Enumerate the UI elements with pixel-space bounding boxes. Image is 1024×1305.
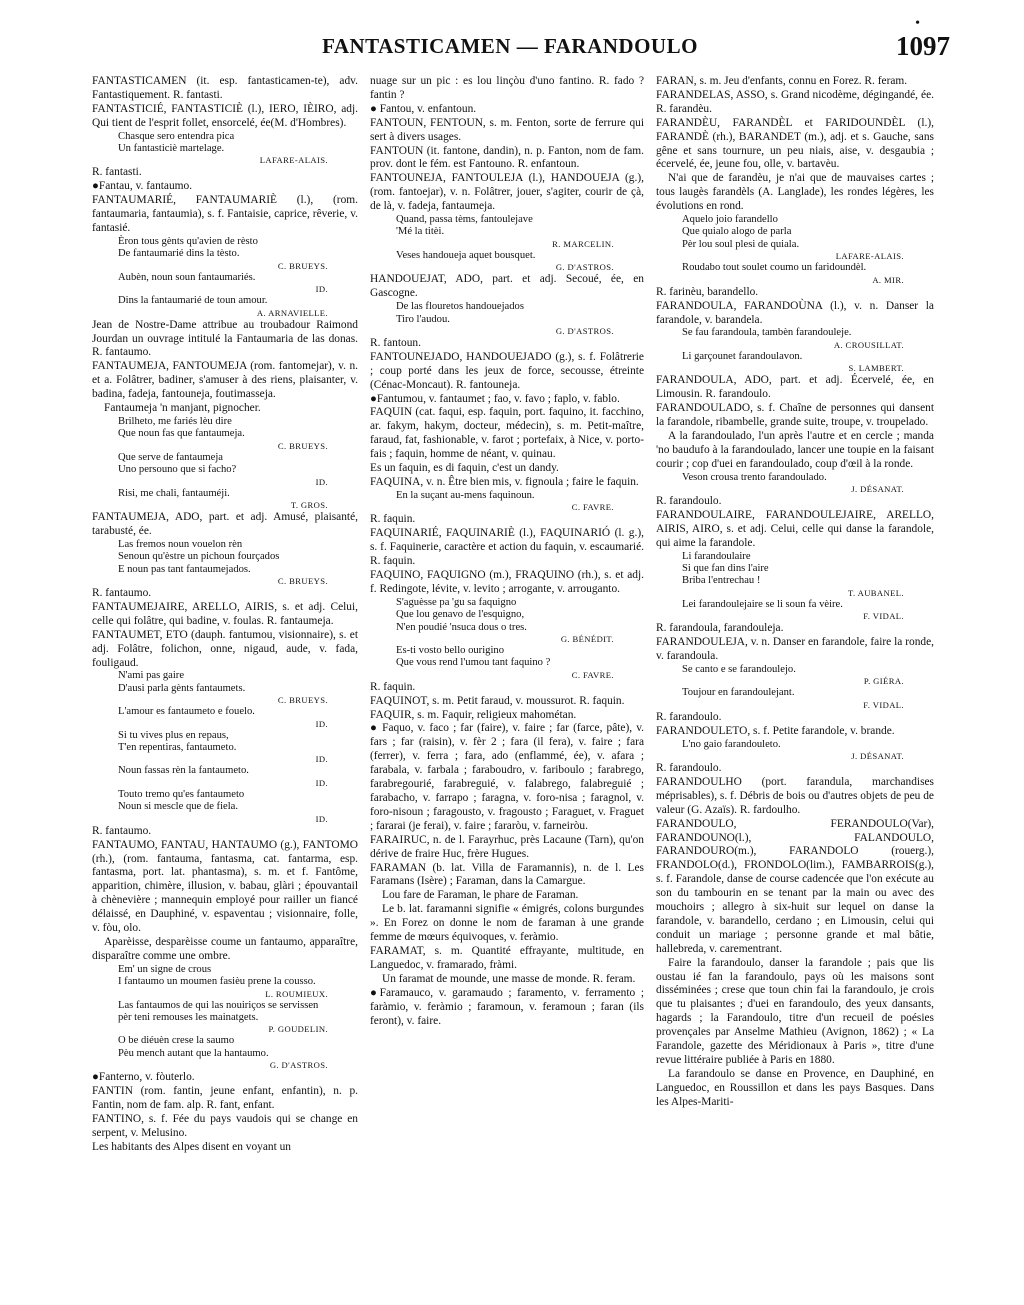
verse-line: Touto tremo qu'es fantaumeto	[118, 788, 245, 800]
verse-line: Un fantasticiè martelage.	[118, 143, 225, 155]
verse-line: L'no gaio farandouleto.	[682, 738, 781, 750]
verse-line: D'ausi parla gènts fantaumets.	[118, 682, 246, 694]
verse-line: 'Mé la titèi.	[396, 226, 445, 238]
dictionary-entry: HANDOUEJAT, ADO, part. et adj. Secoué, ée, en Gascogne.	[370, 273, 644, 300]
dictionary-entry: FAQUINA, v. n. Être bien mis, v. fignoula ; faire le faquin.	[370, 475, 639, 488]
dictionary-entry: R. farandoula, farandouleja.	[656, 622, 784, 635]
verse-line: O be diéuèn crese la saumo	[118, 1035, 235, 1047]
verse-line: Quand, passa tèms, fantoulejave	[396, 214, 533, 226]
dictionary-entry: R. farandoulo.	[656, 494, 722, 507]
verse-line: En la suçant au-mens faquinoun.	[396, 489, 535, 501]
citation-author: J. DÉSANAT.	[851, 483, 904, 494]
citation-author: ID.	[315, 777, 328, 788]
verse-line: N'ami pas gaire	[118, 670, 185, 682]
dictionary-entry: FANTAUMO, FANTAU, HANTAUMO (g.), FANTOMO (rh.), (rom. fantauma, fantasma, cat. fantarma, esp. fantasma, port. lat. phantasma), s. m. et f. Fantôme, apparition, chimère, illusion, v. babau, glàri ; épouvantail à chènevière ; mannequin employé pour railler un fiancé délaissé, en Dauphiné, v. espaventau ; visionnaire, folle, v. fòu, olo.	[92, 838, 358, 935]
citation-author: A. MIR.	[872, 274, 904, 285]
dictionary-entry: FARAN, s. m. Jeu d'enfants, connu en Forez. R. feram.	[656, 75, 908, 87]
verse-line: Se fau farandoula, tambèn farandouleje.	[682, 327, 852, 339]
verse-line: Si que fan dins l'aire	[682, 563, 769, 574]
dictionary-entry: FAQUIR, s. m. Faquir, religieux mahométan.	[370, 708, 577, 721]
verse-line: Dins la fantaumarié de toun amour.	[118, 295, 268, 307]
verse-line: N'en poudié 'nsuca dous o tres.	[396, 621, 527, 633]
dictionary-entry: ●Faramauco, v. garamaudo ; faramento, v. ferramento ; faràmio, v. feràmio ; faramoun, v. feramoun ; faran (ils feront), v. faire.	[370, 986, 644, 1027]
dictionary-entry: FANTIN (rom. fantin, jeune enfant, enfantin), n. p. Fantin, nom de fam. alp. R. fant, enfant.	[92, 1085, 358, 1111]
verse-line: Si tu vives plus en repaus,	[118, 729, 229, 741]
dictionary-entry: R. farandoulo.	[656, 761, 722, 774]
dictionary-entry: FANTAUMARIÉ, FANTAUMARIÈ (l.), (rom. fantaumaria, fantaumia), s. f. Fantaisie, caprice, rêverie, v. fantasié.	[92, 194, 358, 235]
citation-author: T. AUBANEL.	[847, 587, 904, 598]
page-number: 1097	[896, 31, 950, 61]
dictionary-entry: FANTAUMET, ETO (dauph. fantumou, visionnaire), s. et adj. Folâtre, folichon, onne, nigaud, aude, v. fada, fouligaud.	[92, 628, 358, 669]
page-mark: •	[915, 16, 920, 31]
verse-line: De fantaumarié dins la tèsto.	[118, 248, 240, 260]
verse-line: E noun pas tant fantaumejados.	[118, 563, 251, 575]
dictionary-entry: ●Fantumou, v. fantaumet ; fao, v. favo ; faplo, v. fablo.	[370, 392, 620, 405]
entry-note: Lou fare de Faraman, le phare de Faraman.	[382, 889, 579, 902]
dictionary-entry: FARANDOULA, ADO, part. et adj. Écervelé, ée, en Limousin. R. farandoulo.	[656, 374, 934, 401]
dictionary-entry: FANTAUMEJA, FANTOUMEJA (rom. fantomejar), v. n. et a. Folâtrer, badiner, s'amuser à des riens, plaisanter, v. badina, fadeja, fantouneja, foutimasseja.	[92, 360, 358, 401]
dictionary-entry: FAQUINARIÉ, FAQUINARIÈ (l.), FAQUINARIÓ (l. g.), s. f. Faquinerie, caractère et action du faquin, v. escaumarié. R. faquin.	[370, 527, 644, 567]
verse-line: Roudabo tout soulet coumo un faridoundèl.	[682, 262, 867, 274]
dictionary-entry: ● Fantou, v. enfantoun.	[370, 102, 477, 115]
dictionary-entry: ● Faquo, v. faco ; far (faire), v. faire ; far (farce, pâte), v. fars ; far (raisin), v. fèr 2 ; fara (il fera), v. faire ; fara (ferrer), v. ferra ; fara, ado (enflammé, ée), v. afara ; farabala, v. farbala ; faraboudro, v. fariboulo ; farabrego, farabregourié, farabreguié, v. falabrego, falabreguié ; farabacho, v. farrapo ; faragna, v. foro-nisa ; faragnol, v. foro-nisoun ; faragousto, v. fragousto ; Faraguet, v. Fraguet ; fararai (je ferai), v. faire ; fararòu, v. farneiròu.	[370, 722, 644, 832]
verse-line: pèr teni remouses les mainatgets.	[118, 1011, 259, 1023]
verse-line: Briba l'entrechau !	[682, 575, 761, 587]
verse-line: Noun fassas rèn la fantaumeto.	[118, 765, 249, 777]
dictionary-entry: FARANDOULEJA, v. n. Danser en farandole, faire la ronde, v. farandoula.	[656, 636, 934, 663]
verse-line: Se canto e se farandoulejo.	[682, 663, 796, 675]
citation-author: F. VIDAL.	[863, 699, 904, 710]
verse-line: Senoun qu'èstre un pichoun fourçados	[118, 551, 280, 563]
verse-line: Veson crousa trento farandoulado.	[682, 471, 827, 483]
entry-note: N'ai que de farandèu, je n'ai que de mauvaises cartes ; tous laugès farandèls (A. Langlade), les rondes légères, les évolutions en rond.	[656, 172, 934, 213]
dictionary-entry: FANTAUMEJAIRE, ARELLO, AIRIS, s. et adj. Celui, celle qui folâtre, qui badine, v. foulas. R. fantaumeja.	[92, 600, 358, 627]
dictionary-entry: FANTASTICAMEN (it. esp. fantasticamen-te), adv. Fantastiquement. R. fantasti.	[92, 75, 358, 101]
citation-author: ID.	[315, 284, 328, 295]
dictionary-entry: R. fantaumo.	[92, 824, 152, 837]
citation-author: S. LAMBERT.	[848, 363, 904, 374]
citation-author: P. GIÉRA.	[863, 676, 904, 687]
dictionary-entry: Les habitants des Alpes disent en voyant un	[92, 1140, 291, 1153]
dictionary-entry: FANTAUMEJA, ADO, part. et adj. Amusé, plaisanté, tarabusté, ée.	[92, 510, 358, 537]
citation-author: A. ARNAVIELLE.	[256, 307, 328, 318]
dictionary-entry: ●Fanterno, v. fòuterlo.	[92, 1071, 195, 1084]
citation-author: C. BRUEYS.	[277, 260, 328, 271]
verse-line: Toujour en farandoulejant.	[682, 687, 795, 699]
verse-line: Li farandoulaire	[682, 550, 751, 562]
page-header	[70, 16, 950, 64]
citation-author: G. D'ASTROS.	[555, 325, 614, 336]
citation-author: J. DÉSANAT.	[851, 750, 904, 761]
citation-author: G. D'ASTROS.	[269, 1060, 328, 1071]
citation-author: C. FAVRE.	[571, 502, 614, 513]
entry-note: Le b. lat. faramanni signifie « émigrés, colons burgundes ». En Forez on donne le nom de faraman à une grande femme de mœurs équivoques, v. feràmio.	[370, 903, 644, 944]
citation-author: LAFARE-ALAIS.	[835, 251, 904, 262]
verse-line: Es-ti vosto bello ourigino	[396, 644, 504, 656]
verse-line: Chasque sero entendra pica	[118, 130, 235, 142]
entry-note: A la farandoulado, l'un après l'autre et en cercle ; manda 'no baudufo à la farandoulado, lancer une toupie en la faisant courir ; cop d'uei en farandoulado, coup d'œil à la ronde.	[656, 429, 934, 470]
entry-note: Un faramat de mounde, une masse de monde. R. feram.	[382, 972, 636, 985]
column-1	[92, 75, 358, 1295]
dictionary-entry: FARANDOULA, FARANDOÙNA (l.), v. n. Danser la farandole, v. barandela.	[656, 299, 934, 326]
dictionary-entry: FANTASTICIÉ, FANTASTICIÈ (l.), IERO, IÈIRO, adj. Qui tient de l'esprit follet, ensorcelé, ée(M. d'Hombres).	[92, 102, 358, 129]
verse-line: Que vous rend l'umou tant faquino ?	[396, 657, 551, 669]
citation-author: A. CROUSILLAT.	[833, 339, 904, 350]
citation-author: ID.	[315, 754, 328, 765]
column-3	[656, 75, 934, 1295]
verse-line: Veses handoueja aquet bousquet.	[396, 249, 536, 261]
column-2	[370, 75, 644, 1295]
entry-note: La farandoulo se danse en Provence, en Dauphiné, en Languedoc, en Roussillon et dans les pays Basques. Dans les Alpes-Mariti-	[656, 1067, 934, 1108]
dictionary-entry: Es un faquin, es di faquin, c'est un dandy.	[370, 462, 559, 475]
verse-line: Lei farandoulejaire se li soun fa vèire.	[682, 598, 843, 610]
dictionary-entry: R. fantoun.	[370, 336, 421, 349]
dictionary-entry: R. faquin.	[370, 680, 416, 693]
verse-line: S'aguèsse pa 'gu sa faquigno	[396, 596, 517, 608]
verse-line: Que noun fas que fantaumeja.	[118, 428, 245, 440]
citation-author: L. ROUMIEUX.	[265, 988, 328, 999]
verse-line: Aquelo joio farandello	[682, 214, 778, 226]
verse-line: De las flouretos handouejados	[396, 301, 524, 313]
dictionary-entry: nuage sur un pic : es lou linçòu d'uno fantino. R. fado ? fantin ?	[370, 75, 644, 101]
dictionary-entry: FANTOUN (it. fantone, dandin), n. p. Fanton, nom de fam. prov. dont le fém. est Fantouno. R. enfantoun.	[370, 144, 644, 171]
verse-line: Tiro l'audou.	[396, 313, 450, 325]
dictionary-entry: FANTOUNEJA, FANTOULEJA (l.), HANDOUEJA (g.), (rom. fantoejar), v. n. Folâtrer, jouer, s'agiter, courir de çà, de là, v. fadeja, fantaumeja.	[370, 172, 644, 213]
dictionary-entry: FARANDOULADO, s. f. Chaîne de personnes qui dansent la farandole, ribambelle, grande suite, troupe, v. troupelado.	[656, 402, 934, 428]
citation-author: F. VIDAL.	[863, 611, 904, 622]
verse-line: Pèu mench autant que la hantaumo.	[118, 1047, 269, 1059]
verse-line: Li garçounet farandoulavon.	[682, 350, 803, 362]
citation-author: ID.	[315, 813, 328, 824]
running-title: FANTASTICAMEN — FARANDOULO	[322, 34, 698, 58]
verse-line: T'en repentiras, fantaumeto.	[118, 742, 237, 754]
dictionary-entry: R. faquin.	[370, 513, 416, 526]
entry-note: Aparèisse, desparèisse coume un fantaumo, apparaître, disparaître comme une ombre.	[92, 935, 358, 962]
citation-author: C. BRUEYS.	[277, 440, 328, 451]
dictionary-entry: FARAIRUC, n. de l. Farayrhuc, près Lacaune (Tarn), qu'on dérive de fraire Huc, frère Hugues.	[370, 833, 644, 860]
dictionary-entry: R. fantasti.	[92, 166, 142, 179]
dictionary-entry: FANTOUN, FENTOUN, s. m. Fenton, sorte de ferrure qui sert à divers usages.	[370, 116, 644, 143]
verse-line: Pèr lou soul plesi de quiala.	[682, 238, 800, 250]
verse-line: Brilheto, me fariés lèu dire	[118, 415, 232, 427]
citation-author: C. BRUEYS.	[277, 695, 328, 706]
verse-line: Que serve de fantaumeja	[118, 451, 224, 463]
dictionary-entry: FANTOUNEJADO, HANDOUEJADO (g.), s. f. Folâtrerie ; coup porté dans les jeux de force, secousse, étreinte (Cénac-Moncaut). R. fantouneja.	[370, 350, 644, 391]
dictionary-entry: R. farinèu, barandello.	[656, 285, 759, 298]
verse-line: Uno persouno que si facho?	[118, 464, 237, 476]
entry-note: Fantaumeja 'n manjant, pignocher.	[104, 402, 261, 415]
dictionary-entry: FARAMAN (b. lat. Villa de Faramannis), n. de l. Les Faramans (Isère) ; Faraman, dans la Camargue.	[370, 861, 644, 888]
dictionary-entry: FARAMAT, s. m. Quantité effrayante, multitude, en Languedoc, v. framarado, fràmi.	[370, 944, 644, 971]
dictionary-entry: FARANDOULO, FERANDOULO(Var), FARANDOUNO(l.), FALANDOULO, FARANDOURO(m.), FARANDOLO (rouerg.), FRANDOLO(d.), FRONDOLO(lim.), FAMBARROIS(g.), s. f. Farandole, danse de course cadencée que l'on exécute au son du tambourin en se tenant par la main ou avec des mouchoirs ; allegro à six-huit sur lequel on danse la farandole, v. barandello, cerdano ; en Limousin, celui qui conduit un mariage ; personne grande et mal bâtie, hallebreda, v. carementrant.	[656, 817, 934, 955]
citation-author: P. GOUDELIN.	[268, 1024, 328, 1035]
citation-author: ID.	[315, 476, 328, 487]
verse-line: L'amour es fantaumeto e fouelo.	[118, 706, 255, 718]
entry-note: Faire la farandoulo, danser la farandole ; pais que lis oustau ié fan la farandoulo, pays où les maisons sont disséminées ; crese que toun chin fai la farandoulo, je crois que tu plaisantes ; d'uei en farandoulo, des yeux dansants, hagards ; la Farandoulo, titre d'un recueil de poésies provençales par Anselme Mathieu (Avignon, 1862) ; « La Farandole, gazette des Méridionaux à Paris », titre d'une revue littéraire publiée à Paris en 1880.	[656, 956, 934, 1066]
verse-line: Em' un signe de crous	[118, 963, 212, 975]
verse-line: Risi, me chali, fantauméji.	[118, 487, 230, 499]
verse-line: Que quialo alogo de parla	[682, 226, 792, 238]
dictionary-entry: FARANDOULHO (port. farandula, marchandises méprisables), s. f. Débris de bois ou d'autres objets de peu de valeur (G. Azaïs). R. fardoulho.	[656, 775, 934, 816]
citation-author: R. MARCELIN.	[552, 238, 614, 249]
verse-line: Que lou genavo de l'esquigno,	[396, 609, 525, 621]
dictionary-entry: FAQUINO, FAQUIGNO (m.), FRAQUINO (rh.), s. et adj. f. Redingote, lévite, v. levito ; arrogante, v. arrouganto.	[370, 568, 644, 595]
citation-author: LAFARE-ALAIS.	[259, 155, 328, 166]
dictionary-entry: FAQUIN (cat. faqui, esp. faquin, port. faquino, it. facchino, ar. fakym, hakym, docteur, médecin), s. m. Petit-maître, faraud, fat, fashionable, v. farot ; portefaix, à Nice, v. porto-fais ; faquin, homme de néant, v. quinau.	[370, 406, 644, 461]
verse-line: Èron tous gènts qu'avien de rèsto	[118, 235, 258, 247]
citation-author: C. BRUEYS.	[277, 576, 328, 586]
dictionary-entry: ●Fantau, v. fantaumo.	[92, 180, 193, 193]
dictionary-entry: R. farandoulo.	[656, 710, 722, 723]
citation-author: T. GROS.	[290, 499, 328, 510]
verse-line: Aubèn, noun soun fantaumariés.	[118, 271, 256, 283]
verse-line: Noun si mescle que de fiela.	[118, 801, 239, 813]
citation-author: G. BÉNÉDIT.	[560, 633, 614, 644]
verse-line: I fantaumo un moumen fasièu prene la cousso.	[118, 976, 316, 988]
dictionary-entry: Jean de Nostre-Dame attribue au troubadour Raimond Jourdan un ouvrage intitulé la Fantaumaria de las donas. R. fantaumo.	[92, 318, 358, 359]
dictionary-entry: FARANDÈU, FARANDÈL et FARIDOUNDÈL (l.), FARANDÈ (rh.), BARANDET (m.), adj. et s. Gauche, sans gêne et sans tournure, un peu niais, aise, v. desgaubia ; écervelé, ée, jeune fou, olle, v. bartavèu.	[656, 116, 934, 171]
citation-author: ID.	[315, 718, 328, 729]
dictionary-entry: FARANDOULETO, s. f. Petite farandole, v. brande.	[656, 724, 895, 737]
verse-line: Las fantaumos de qui las nouiriços se servissen	[118, 999, 319, 1011]
verse-line: Las fremos noun vouelon rèn	[118, 538, 243, 550]
dictionary-entry: R. fantaumo.	[92, 587, 152, 599]
dictionary-entry: FANTINO, s. f. Fée du pays vaudois qui se change en serpent, v. Melusino.	[92, 1112, 358, 1139]
dictionary-entry: FAQUINOT, s. m. Petit faraud, v. moussurot. R. faquin.	[370, 694, 625, 707]
citation-author: G. D'ASTROS.	[555, 262, 614, 273]
dictionary-entry: FARANDOULAIRE, FARANDOULEJAIRE, ARELLO, AIRIS, AIRO, s. et adj. Celui, celle qui danse la farandole, qui aime la farandole.	[656, 508, 934, 549]
citation-author: C. FAVRE.	[571, 669, 614, 680]
dictionary-entry: FARANDELAS, ASSO, s. Grand nicodème, dégingandé, ée. R. farandèu.	[656, 88, 934, 115]
